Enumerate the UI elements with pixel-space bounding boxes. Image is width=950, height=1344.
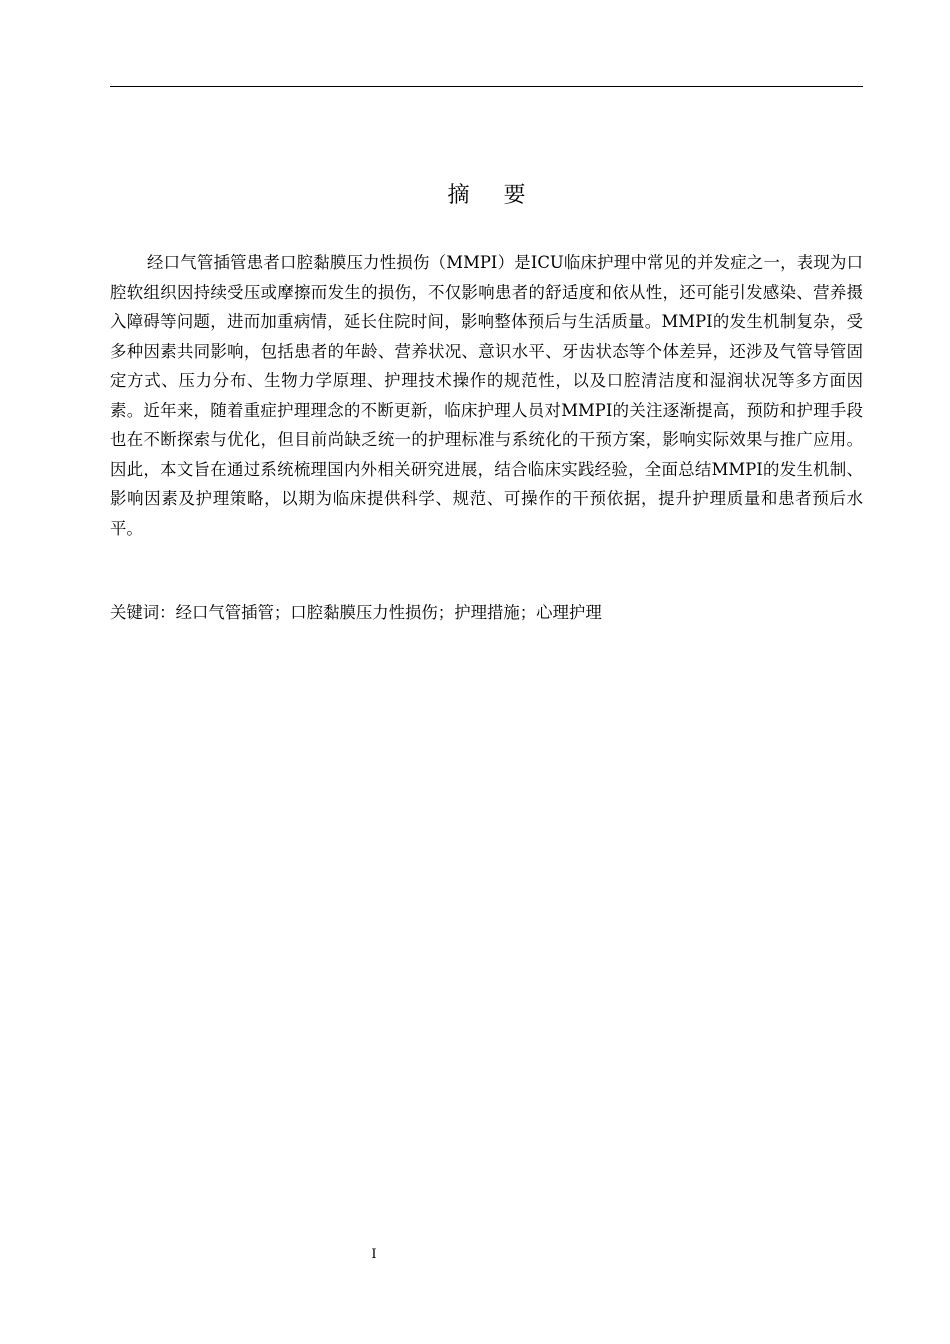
keywords-label: 关键词： (110, 603, 176, 622)
header-rule (110, 86, 863, 87)
keywords-line (110, 598, 863, 628)
page-number: I (371, 1247, 377, 1262)
page-title: 摘要 (447, 183, 560, 208)
abstract-paragraph: 经口气管插管患者口腔黏膜压力性损伤（MMPI）是ICU临床护理中常见的并发症之一，表现为口腔软组织因持续受压或摩擦而发生的损伤，不仅影响患者的舒适度和依从性，还可能引发感染、营养摄入障碍等问题，进而加重病情，延长住院时间，影响整体预后与生活质量。MMPI的发生机制复杂，受多种因素共同影响，包括患者的年龄、营养状况、意识水平、牙齿状态等个体差异，还涉及气管导管固定方式、压力分布、生物力学原理、护理技术操作的规范性，以及口腔清洁度和湿润状况等多方面因素。近年来，随着重症护理理念的不断更新，临床护理人员对MMPI的关注逐渐提高，预防和护理手段也在不断探索与优化，但目前尚缺乏统一的护理标准与系统化的干预方案，影响实际效果与推广应用。因此，本文旨在通过系统梳理国内外相关研究进展，结合临床实践经验，全面总结MMPI的发生机制、影响因素及护理策略，以期为临床提供科学、规范、可操作的干预依据，提升护理质量和患者预后水平。 (110, 253, 863, 538)
keywords-text: 经口气管插管；口腔黏膜压力性损伤；护理措施；心理护理 (175, 603, 602, 622)
